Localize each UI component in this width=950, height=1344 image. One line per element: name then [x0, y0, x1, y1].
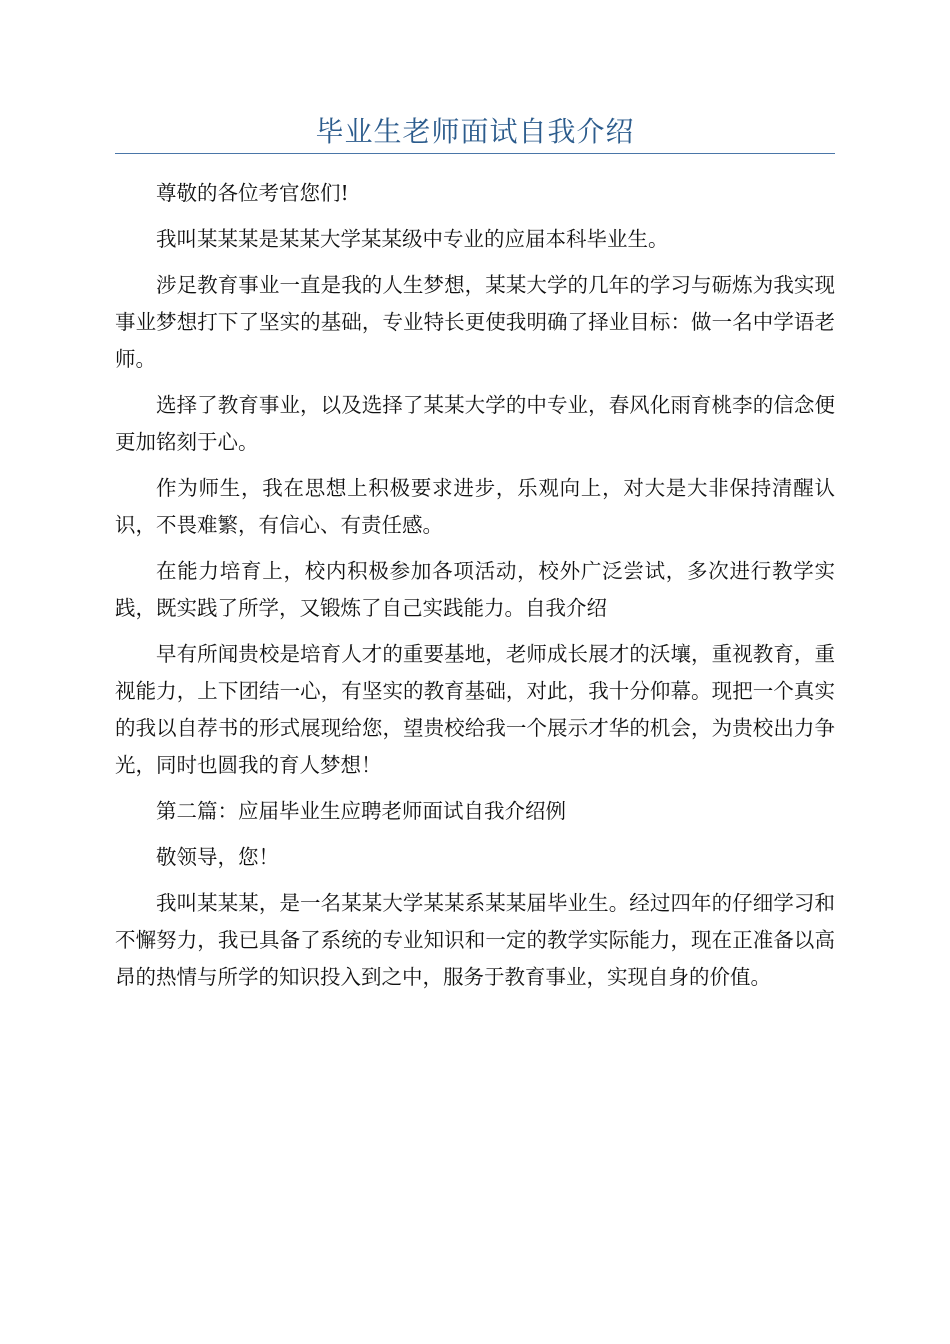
paragraph-second-introduction: 我叫某某某，是一名某某大学某某系某某届毕业生。经过四年的仔细学习和不懈努力，我已具备了系统的专业知识和一定的教学实际能力，现在正准备以高昂的热情与所学的知识投入到之中，服务于教育事业，实现自身的价值。: [115, 891, 835, 989]
paragraph-choice: 选择了教育事业，以及选择了某某大学的中专业，春风化雨育桃李的信念便更加铭刻于心。: [115, 393, 835, 454]
paragraph-second-greeting: 敬领导，您！: [156, 845, 279, 869]
paragraph-ability: 在能力培育上，校内积极参加各项活动，校外广泛尝试，多次进行教学实践，既实践了所学，又锻炼了自己实践能力。自我介绍: [115, 559, 835, 620]
paragraph-school: 早有所闻贵校是培育人才的重要基地，老师成长展才的沃壤，重视教育，重视能力，上下团结一心，有坚实的教育基础，对此，我十分仰幕。现把一个真实的我以自荐书的形式展现给您，望贵校给我一个展示才华的机会，为贵校出力争光，同时也圆我的育人梦想！: [115, 642, 835, 777]
document-body: [115, 175, 835, 1005]
document-title: 毕业生老师面试自我介绍: [315, 115, 635, 148]
paragraph-introduction: 我叫某某某是某某大学某某级中专业的应届本科毕业生。: [156, 227, 669, 251]
paragraph-dream: 涉足教育事业一直是我的人生梦想，某某大学的几年的学习与砺炼为我实现事业梦想打下了坚实的基础，专业特长更使我明确了择业目标：做一名中学语老师。: [115, 273, 835, 371]
title-underline: [115, 153, 835, 154]
paragraph-attitude: 作为师生，我在思想上积极要求进步，乐观向上，对大是大非保持清醒认识，不畏难繁，有信心、有责任感。: [115, 476, 835, 537]
paragraph-second-title: 第二篇：应届毕业生应聘老师面试自我介绍例: [156, 799, 566, 823]
paragraph-greeting: 尊敬的各位考官您们!: [156, 181, 349, 205]
